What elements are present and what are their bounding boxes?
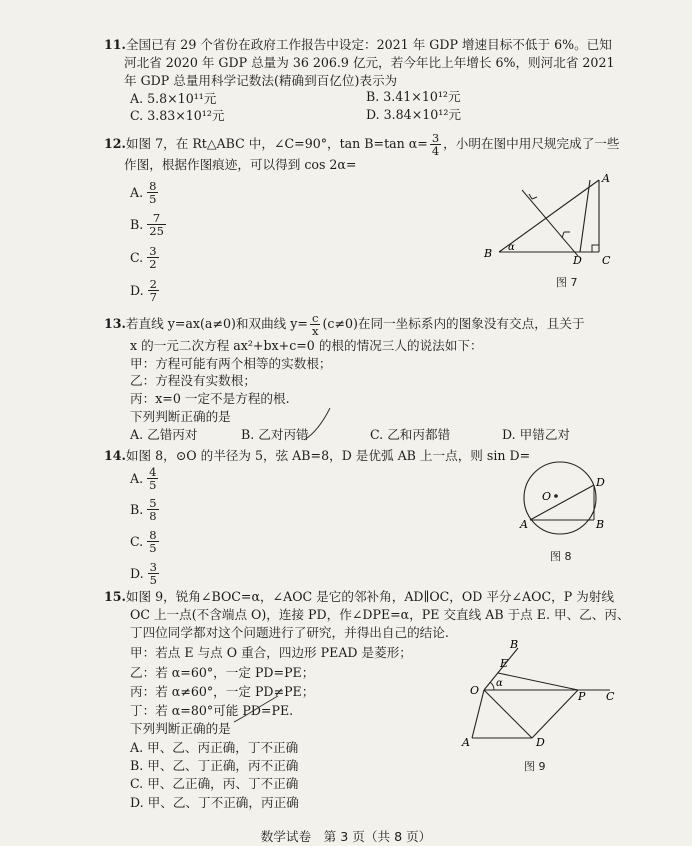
fig-label-b: B (484, 247, 493, 260)
option-d: D. $\frac{2}{7}$ (130, 277, 157, 304)
question-number: 14. (104, 448, 126, 463)
fraction: $\frac{3}{4}$ (431, 131, 440, 158)
page-footer: 数学试卷 第 3 页（共 8 页） (260, 829, 432, 844)
question-text: 如图 7，在 Rt△ABC 中，∠C=90°，tan B=tan α= (125, 136, 428, 151)
figure-7 (480, 168, 620, 273)
question-text: x 的一元二次方程 ax²+bx+c=0 的根的情况三人的说法如下： (130, 338, 483, 353)
option-d: D. 3.84×10¹²元 (366, 107, 461, 122)
option-d: D. 甲、乙、丁不正确，丙正确 (130, 795, 299, 810)
statement-jia: 甲：若点 E 与点 O 重合，四边形 PEAD 是菱形； (130, 645, 412, 660)
pencil-mark (300, 404, 340, 444)
option-c: C. 甲、乙正确，丙、丁不正确 (130, 776, 299, 791)
question-text: 如图 8，⊙O 的半径为 5，弦 AB=8，D 是优弧 AB 上一点，则 sin D= (125, 448, 531, 463)
option-a: A. $\frac{4}{5}$ (130, 465, 157, 492)
fig-label-a: A (462, 736, 470, 749)
question-number: 15. (104, 589, 126, 604)
fig-label-alpha: α (508, 242, 515, 253)
fig-label-d: D (573, 254, 582, 267)
fig-label-a: A (602, 172, 610, 185)
statement-yi: 乙：方程没有实数根； (130, 373, 256, 388)
statement-jia: 甲：方程可能有两个相等的实数根； (130, 356, 332, 371)
question-number: 12. (104, 136, 126, 151)
question-text: 丁四位同学都对这个问题进行了研究，并得出自己的结论. (130, 625, 449, 640)
figure-9 (460, 638, 620, 753)
figure-caption: 图 9 (524, 760, 546, 773)
option-a: A. 5.8×10¹¹元 (130, 91, 217, 106)
option-c: C. $\frac{8}{5}$ (130, 528, 157, 555)
option-c: C. 3.83×10¹²元 (130, 108, 225, 123)
option-b: B. 3.41×10¹²元 (366, 89, 461, 104)
option-d: D. 甲错乙对 (502, 427, 571, 442)
question-text: 作图，根据作图痕迹，可以得到 cos 2α= (124, 157, 357, 172)
figure-8 (512, 458, 612, 550)
option-b: B. $\frac{5}{8}$ (130, 496, 157, 523)
fig-label-d: D (536, 736, 545, 749)
question-text: OC 上一点(不含端点 O)，连接 PD，作∠DPE=α，PE 交直线 AB 于点 E. 甲、乙、丙、 (130, 607, 630, 622)
option-b: B. 乙对丙错 (241, 427, 309, 442)
fig-label-p: P (578, 690, 586, 703)
question-text: 若直线 y=ax(a≠0)和双曲线 y= (125, 316, 308, 331)
fig-label-b: B (596, 518, 605, 531)
figure-caption: 图 7 (556, 276, 578, 289)
question-number: 11. (104, 37, 126, 52)
statement-yi: 乙：若 α=60°，一定 PD=PE； (130, 665, 315, 680)
question-text: 如图 9，锐角∠BOC=α，∠AOC 是它的邻补角，AD∥OC，OD 平分∠AOC，P 为射线 (125, 589, 614, 604)
statement-bing: 丙：x=0 一定不是方程的根. (130, 391, 290, 406)
fig-label-e: E (500, 657, 509, 670)
fig-label-a: A (520, 518, 528, 531)
option-a: A. 乙错丙对 (130, 427, 198, 442)
option-a: A. 甲、乙、丙正确，丁不正确 (130, 740, 299, 755)
question-prompt: 下列判断正确的是 (130, 721, 231, 736)
option-c: C. 乙和丙都错 (370, 427, 451, 442)
statement-bing: 丙：若 α≠60°，一定 PD≠PE； (130, 684, 315, 699)
fig-label-c: C (606, 690, 615, 703)
fig-label-c: C (602, 254, 611, 267)
option-a: A. $\frac{8}{5}$ (130, 179, 157, 206)
question-text: 年 GDP 总量用科学记数法(精确到百亿位)表示为 (124, 73, 398, 88)
question-text: 全国已有 29 个省份在政府工作报告中设定：2021 年 GDP 增速目标不低于 6%。已知 (125, 37, 612, 52)
fraction: $\frac{c}{x}$ (311, 311, 319, 338)
statement-ding: 丁：若 α=80°可能 PD=PE. (130, 703, 294, 718)
fig-label-d: D (596, 476, 605, 489)
option-b: B. 甲、乙、丁正确，丙不正确 (130, 758, 299, 773)
question-number: 13. (104, 316, 126, 331)
option-b: B. $\frac{7}{25}$ (130, 211, 164, 238)
option-d: D. $\frac{3}{5}$ (130, 560, 157, 587)
question-prompt: 下列判断正确的是 (130, 409, 231, 424)
fig-label-o: O (470, 684, 480, 697)
pencil-mark (232, 694, 282, 724)
fig-label-o: O (542, 490, 552, 503)
fig-label-alpha: α (496, 678, 503, 689)
question-text: (c≠0)在同一坐标系内的图象没有交点，且关于 (322, 316, 585, 331)
option-c: C. $\frac{3}{2}$ (130, 244, 157, 271)
figure-caption: 图 8 (550, 550, 572, 563)
question-text: 河北省 2020 年 GDP 总量为 36 206.9 亿元，若今年比上年增长 6%，则河北省 2021 (124, 55, 615, 70)
question-text: ，小明在图中用尺规完成了一些 (443, 136, 620, 151)
fig-label-b: B (510, 638, 519, 651)
